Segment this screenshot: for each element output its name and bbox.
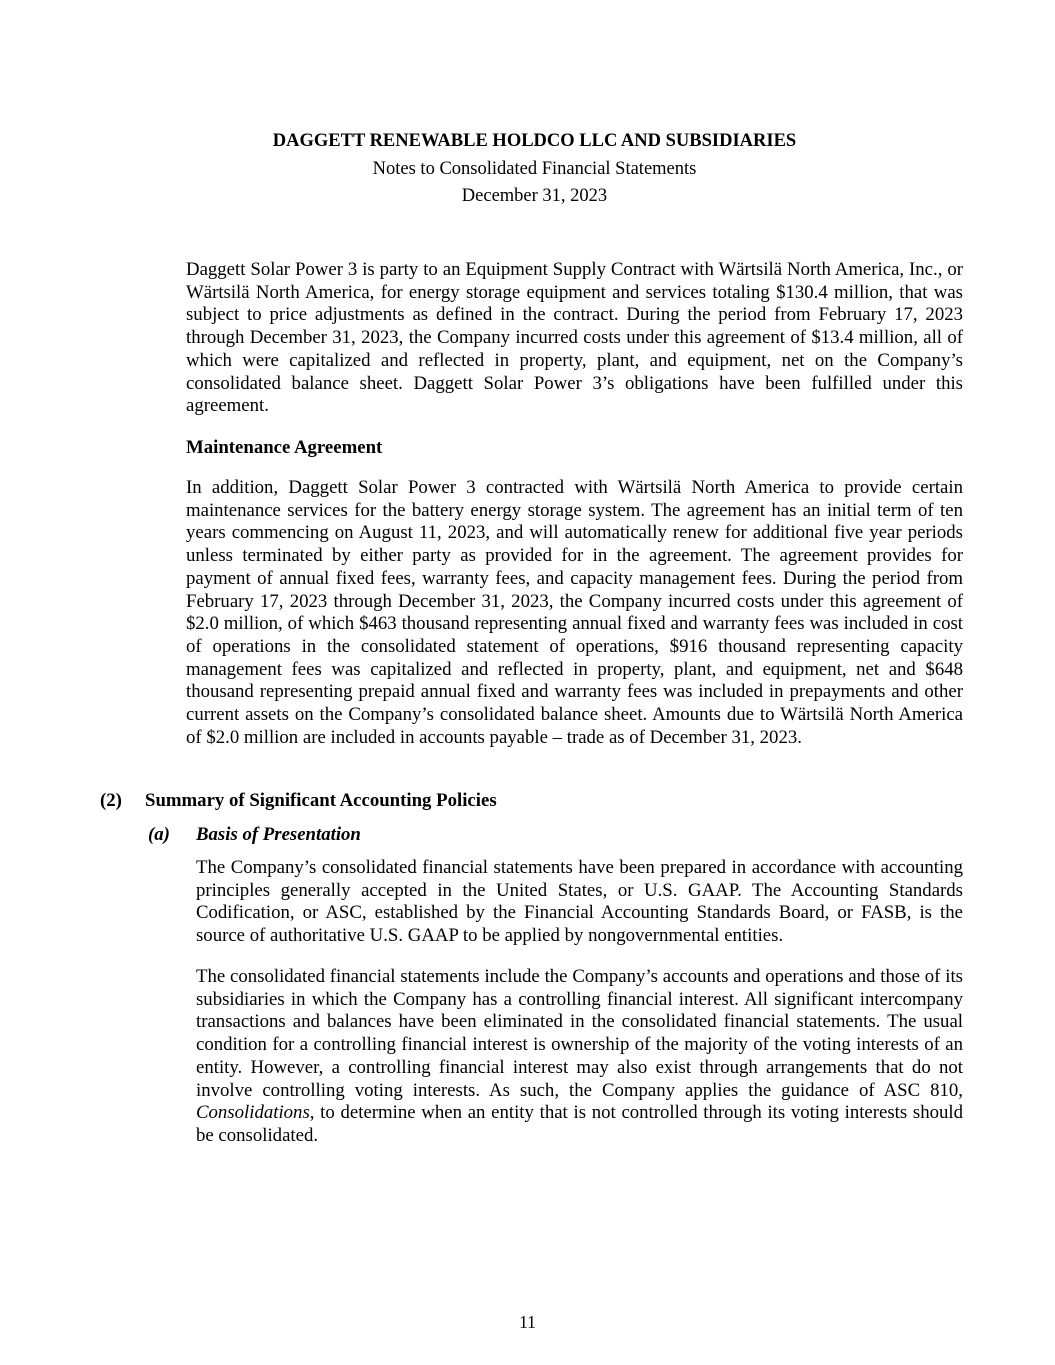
paragraph-consolidation [196, 966, 963, 1148]
consolidation-text-pre: The consolidated financial statements include the Company’s accounts and operations and those of its subsidiaries in which the Company has a controlling financial interest. All significant intercompany transactions and balances have been eliminated in the consolidated financial statements. The usual condition for a controlling financial interest is ownership of the majority of the voting interests of an entity. However, a controlling financial interest may also exist through arrangements that do not involve controlling voting interests. As such, the Company applies the guidance of ASC 810, [196, 966, 963, 1101]
paragraph-maintenance: In addition, Daggett Solar Power 3 contracted with Wärtsilä North America to provide certain maintenance services for the battery energy storage system. The agreement has an initial term of ten years commencing on August 11, 2023, and will automatically renew for additional five year periods unless terminated by either party as provided for in the agreement. The agreement provides for payment of annual fixed fees, warranty fees, and capacity management fees. During the period from February 17, 2023 through December 31, 2023, the Company incurred costs under this agreement of $2.0 million, of which $463 thousand representing annual fixed and warranty fees was included in cost of operations in the consolidated statement of operations, $916 thousand representing capacity management fees was capitalized and reflected in property, plant, and equipment, net and $648 thousand representing prepaid annual fixed and warranty fees was included in prepayments and other current assets on the Company’s consolidated balance sheet. Amounts due to Wärtsilä North America of $2.0 million are included in accounts payable – trade as of December 31, 2023. [186, 477, 963, 748]
subsection-a-heading [148, 824, 960, 846]
company-name: DAGGETT RENEWABLE HOLDCO LLC AND SUBSIDIARIES [272, 131, 797, 151]
statement-date: December 31, 2023 [461, 186, 608, 206]
consolidation-asc-810-title: Consolidations [196, 1102, 310, 1124]
paragraph-basis-of-presentation: The Company’s consolidated financial statements have been prepared in accordance with accounting principles generally accepted in the United States, or U.S. GAAP. The Accounting Standards Codification, or ASC, established by the Financial Accounting Standards Board, or FASB, is the source of authoritative U.S. GAAP to be applied by nongovernmental entities. [196, 857, 963, 947]
section-2-title: Summary of Significant Accounting Policies [145, 790, 497, 811]
consolidation-text-post: , to determine when an entity that is not controlled through its voting interests should be consolidated. [196, 1102, 963, 1146]
page-number: 11 [519, 1312, 536, 1332]
paragraph-equipment-supply: Daggett Solar Power 3 is party to an Equipment Supply Contract with Wärtsilä North America, Inc., or Wärtsilä North America, for energy storage equipment and services totaling $130.4 million, that was subject to price adjustments as defined in the contract. During the period from February 17, 2023 through December 31, 2023, the Company incurred costs under this agreement of $13.4 million, all of which were capitalized and reflected in property, plant, and equipment, net on the Company’s consolidated balance sheet. Daggett Solar Power 3’s obligations have been fulfilled under this agreement. [186, 259, 963, 417]
subsection-a-label: (a) [148, 824, 170, 845]
subsection-a-title: Basis of Presentation [196, 824, 361, 845]
maintenance-agreement-heading: Maintenance Agreement [186, 437, 383, 458]
document-subtitle: Notes to Consolidated Financial Statements [372, 158, 697, 179]
document-header [7, 128, 1055, 211]
section-2-number: (2) [100, 790, 122, 811]
section-2-heading [100, 790, 960, 812]
